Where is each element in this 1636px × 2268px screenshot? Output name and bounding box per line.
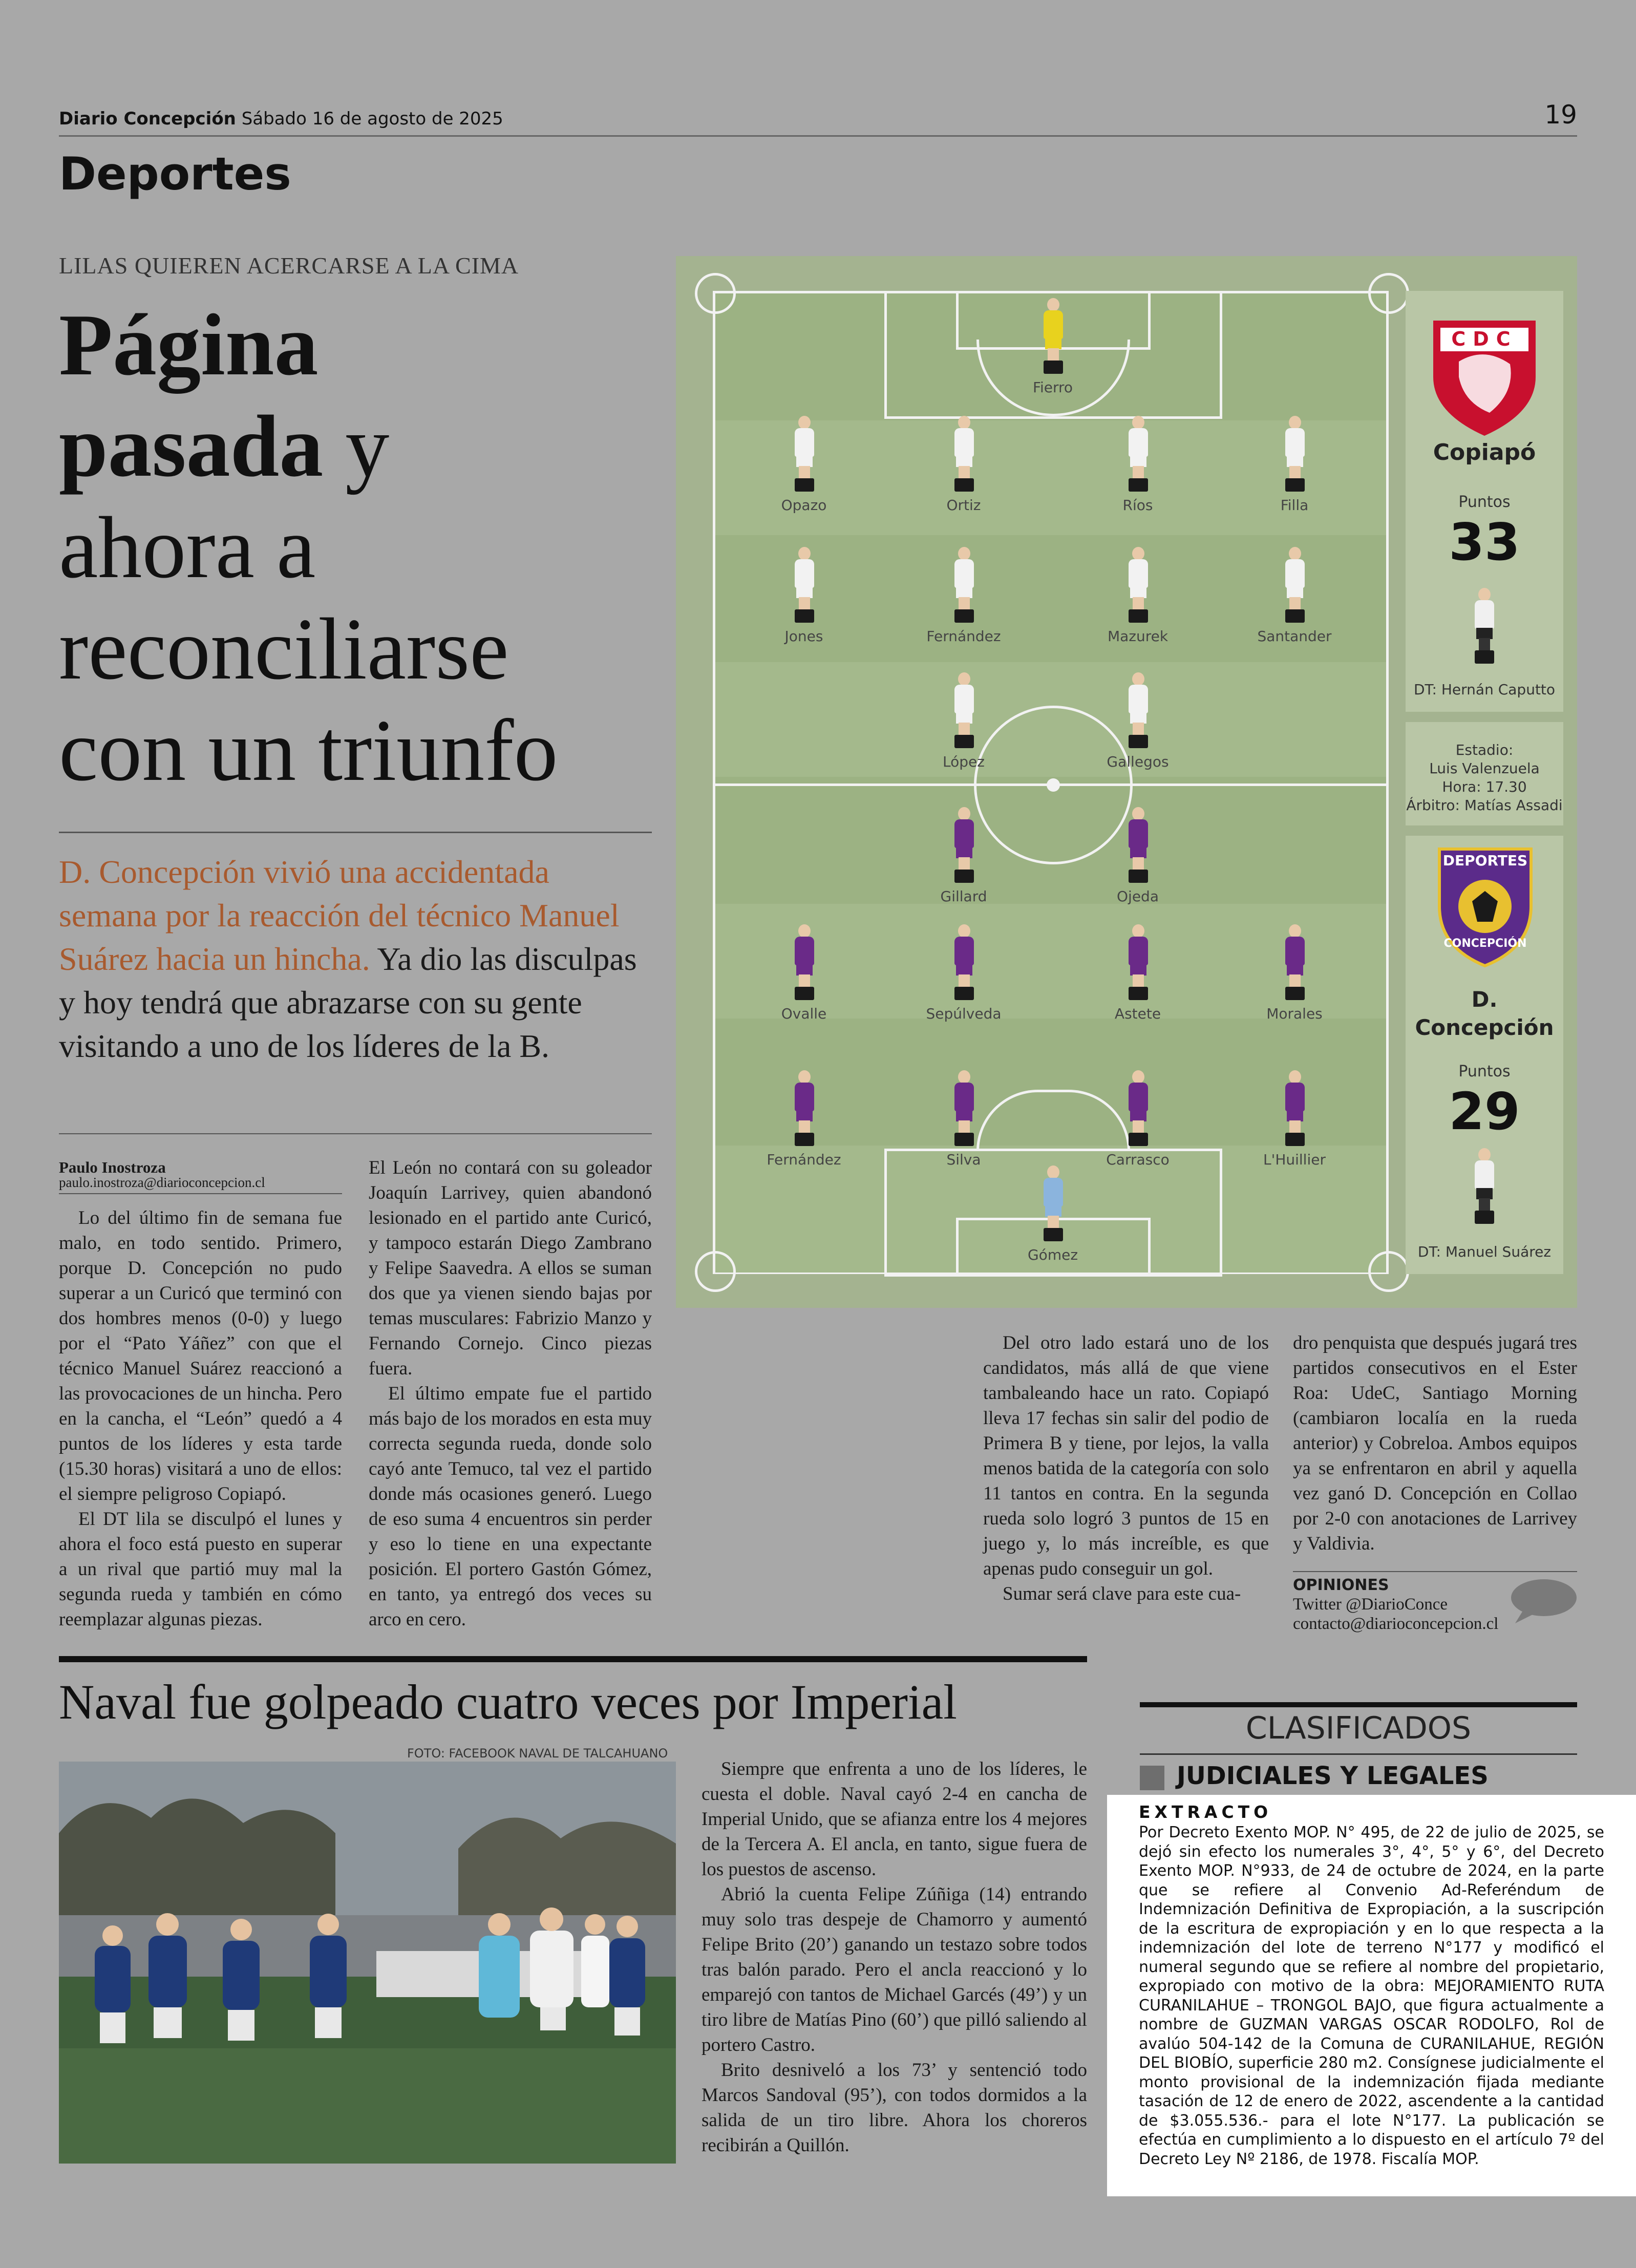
player-figure-icon [1129,1070,1148,1147]
away-team-name-2: Concepción [1415,1015,1554,1040]
player-name: Gallegos [1107,753,1169,770]
player-figure-icon [795,924,814,1001]
naval-top-rule [59,1656,1087,1662]
away-points-label: Puntos [1458,1063,1511,1080]
match-info-panel [1406,722,1563,825]
player-figure-icon [1129,547,1148,624]
section-square-icon [1140,1766,1164,1790]
col1-paragraph-1: Lo del último fin de semana fue malo, en todo sentido. Primero, porque D. Concepción no pudo superar a un Curicó que terminó con dos hombres menos (0-0) y luego por el “Pato Yáñez” con que el técnico Manuel Suárez reaccionó a las provocaciones de un hincha. Pero en la cancha, el “León” quedó a 4 puntos de los líderes y esta tarde (15.30 horas) visitará a uno de ellos: el siempre peligroso Copiapó. [59,1207,342,1504]
player-name: Astete [1114,1005,1161,1022]
player-figure-icon [1129,672,1148,749]
article-column-2 [369,1155,652,1632]
lead-rule [59,1133,652,1134]
classifieds-top-rule [1140,1702,1577,1707]
player-away [1107,924,1168,1022]
referee: Árbitro: Matías Assadi [1406,797,1563,814]
naval-paragraph-2: Abrió la cuenta Felipe Zúñiga (14) entrando muy solo tras despeje de Chamorro y aumentó Felipe Brito (20’) ganando un testazo sobre todos tras balón parado. Pero el ancla reaccionó y lo emparejó con tantos de Michael Garcés (49’) y un tiro libre de Matías Pino (60’) que pilló saliendo al portero Castro. [702,1884,1087,2055]
crest-bottom-text: CONCEPCIÓN [1443,937,1527,950]
player-name: López [943,753,985,770]
player-name: Fierro [1032,379,1073,396]
player-home [1107,416,1168,513]
player-away-gk [1022,1165,1083,1263]
lead-highlight: D. Concepción vivió una accidentada semana por la reacción del técnico Manuel Suárez hacia un hincha. [59,854,620,977]
away-points: 29 [1449,1082,1520,1141]
player-name: Fernández [767,1151,841,1168]
player-figure-icon [1129,416,1148,493]
home-coach-figure-icon [1475,588,1494,665]
away-coach: DT: Manuel Suárez [1417,1243,1552,1260]
home-team-panel [1406,291,1563,712]
photo-credit: FOTO: FACEBOOK NAVAL DE TALCAHUANO [407,1746,668,1761]
player-figure-icon [954,547,974,624]
player-home [1257,547,1332,645]
player-figure-icon [1285,924,1305,1001]
player-figure-icon [1129,807,1148,884]
player-name: Ojeda [1117,888,1159,905]
stadium-label: Estadio: [1455,741,1514,758]
player-home [773,416,835,513]
corner-arc [695,1251,736,1292]
player-name: Mazurek [1107,628,1168,645]
classifieds-section: JUDICIALES Y LEGALES [1177,1762,1489,1790]
player-name: Gillard [940,888,987,905]
player-away [773,924,835,1022]
player-away [1264,1070,1325,1168]
player-name: Ortiz [946,497,981,514]
section-title: Deportes [59,147,291,200]
player-home [1107,672,1168,770]
col2-paragraph-2: El último empate fue el partido más bajo de los morados en esta muy correcta segunda rueda, donde solo cayó ante Temuco, tal vez el partido donde más ocasiones generó. Luego de eso suma 4 encuentros sin perder y eso lo tiene en una expectante posición. El portero Gastón Gómez, en tanto, ya entregó dos veces su arco en cero. [369,1383,652,1630]
player-away [1107,807,1168,904]
player-home [1107,547,1168,644]
player-name: Gómez [1027,1246,1078,1263]
player-home [773,547,835,644]
naval-body [702,1756,1087,2158]
col3-paragraph-1: Del otro lado estará uno de los candidatos, más allá de que viene tambaleando hace un rato. Copiapó lleva 17 fechas sin salir del podio de Primera B y tiene, por lejos, la valla menos batida de la categoría con solo 11 tantos en contra. En la segunda rueda solo logró 3 puntos de 15 en juego y, lo más increíble, es que apenas pudo conseguir un gol. [983,1332,1269,1579]
center-spot [1047,778,1060,792]
home-team-name: Copiapó [1433,439,1536,465]
player-figure-icon [795,547,814,624]
extract-notice [1107,1795,1636,2196]
away-team-panel [1406,836,1563,1274]
player-figure-icon [954,1070,974,1147]
header-rule [59,135,1577,137]
home-points: 33 [1449,512,1520,572]
player-name: Ríos [1122,497,1153,514]
author-email: paulo.inostroza@diarioconcepcion.cl [59,1175,265,1190]
player-away [933,1070,994,1168]
away-coach-figure-icon [1475,1148,1494,1225]
player-name: Silva [946,1151,981,1168]
opinion-rule [1293,1571,1577,1572]
player-figure-icon [954,924,974,1001]
player-name: Filla [1280,497,1309,514]
away-team-name-1: D. [1471,987,1498,1012]
crest-letters: CDC [1451,328,1518,350]
corner-arc [695,273,736,314]
player-figure-icon [954,807,974,884]
headline-line-2 [59,396,663,497]
author-rule [59,1193,342,1194]
headline-rest-2: y [323,398,390,495]
headline [59,294,663,801]
kicker: LILAS QUIEREN ACERCARSE A LA CIMA [59,252,519,279]
player-figure-icon [954,672,974,749]
stadium-name: Luis Valenzuela [1429,760,1540,777]
player-name: Morales [1266,1005,1323,1022]
paper-name: Diario Concepción [59,109,236,129]
home-points-label: Puntos [1458,493,1511,511]
opinion-label: OPINIONES [1293,1576,1389,1594]
player-figure-icon [1044,298,1063,375]
headline-bold-word: pasada [59,398,324,495]
player-home [933,416,994,513]
player-figure-icon [1285,416,1305,493]
player-figure-icon [1044,1165,1063,1242]
naval-paragraph-3: Brito desniveló a los 73’ y sentenció todo Marcos Sandoval (95’), con todos dormidos a la salida de un tiro libre. Ahora los choreros recibirán a Quillón. [702,2060,1087,2156]
player-away [933,807,994,904]
crest-top-text: DEPORTES [1442,852,1528,869]
player-figure-icon [954,416,974,493]
player-name: Carrasco [1106,1151,1170,1168]
author-name: Paulo Inostroza [59,1158,166,1176]
article-column-1 [59,1205,342,1632]
article-column-4 [1293,1330,1577,1556]
extract-text: Por Decreto Exento MOP. N° 495, de 22 de julio de 2025, se dejó sin efecto los numerales 3°, 4°, 5° y 6°, del Decreto Exento MOP. N°933, de 24 de octubre de 2024, en la parte que se refiere al Convenio Ad-Referéndum de Indemnización Definitiva de Expropiación, a la suscripción de la escritura de expropiación y en lo que respecta a la indemnización del lote de terreno N°177 y modificó el numeral segundo que se refiere al nombre del propietario, expropiado con motivo de la obra: MEJORAMIENTO RUTA CURANILAHUE – TRONGOL BAJO, que figura actualmente a nombre de GUZMAN VARGAS OSCAR RODOLFO, Rol de avalúo 504-142 de la Comuna de CURANILAHUE, REGIÓN DEL BIOBÍO, superficie 280 m2. Consígnese judicialmente el monto provisional de la indemnización fijada mediante tasación de 12 de enero de 2022, ascendente a la cantidad de $3.055.536.- para el lote N°177. La publicación se efectúa en cumplimiento a lo dispuesto en el artículo 7º del Decreto Ley Nº 2186, de 1978. Fiscalía MOP. [1139,1824,1604,2168]
naval-match-photo [59,1762,676,2164]
player-away [1264,924,1325,1022]
home-coach: DT: Hernán Caputto [1413,681,1556,698]
player-away [767,1070,841,1168]
player-figure-icon [795,416,814,493]
player-name: Jones [784,628,823,645]
kickoff-time: Hora: 17.30 [1442,778,1527,795]
col3-paragraph-2: Sumar será clave para este cua- [1003,1583,1241,1604]
lead [59,850,653,1068]
col2-paragraph-1: El León no contará con su goleador Joaquín Larrivey, quien abandonó lesionado en el partido ante Curicó, y tampoco estarán Diego Zambrano y Felipe Saavedra. A ellos se suman dos que ya vienen siendo bajas por temas musculares: Fabrizio Manzo y Fernando Cornejo. Cinco piezas fuera. [369,1157,652,1379]
headline-line-4: reconciliarse [59,601,509,698]
headline-line-1: Página [59,296,318,394]
player-name: Fernández [926,628,1001,645]
player-name: Opazo [781,497,827,514]
player-name: Ovalle [781,1005,827,1022]
player-figure-icon [1285,547,1305,624]
player-away [1107,1070,1168,1168]
headline-line-5: con un triunfo [59,702,558,799]
opinion-email: contacto@diarioconcepcion.cl [1293,1615,1499,1633]
player-home [1264,416,1325,513]
masthead [59,109,503,129]
corner-arc [1368,273,1409,314]
player-home [933,672,994,770]
lead-rest: Ya dio las disculpas y hoy tendrá que abrazarse con su gente visitando a uno de los líderes de la B. [59,941,637,1064]
naval-paragraph-1: Siempre que enfrenta a uno de los líderes, le cuesta el doble. Naval cayó 2-4 en cancha de Imperial Unido, que se afianza entre los 4 mejores de la Tercera A. El ancla, en tanto, sigue fuera de los puestos de ascenso. [702,1758,1087,1880]
col1-paragraph-2: El DT lila se disculpó el lunes y ahora el foco está puesto en superar a un rival que partió muy mal la segunda rueda y también en cómo reemplazar algunas piezas. [59,1509,342,1630]
player-name: L'Huillier [1263,1151,1326,1168]
player-home [926,547,1001,645]
player-home-gk [1022,298,1083,395]
headline-rule [59,832,652,833]
classifieds-sub-rule [1140,1753,1577,1755]
opinion-twitter: Twitter @DiarioConce [1293,1595,1448,1614]
speech-bubble-icon [1508,1578,1577,1624]
article-column-3 [983,1330,1269,1606]
extract-label: EXTRACTO [1139,1802,1272,1822]
headline-line-3: ahora a [59,499,316,597]
corner-arc [1368,1251,1409,1292]
player-figure-icon [795,1070,814,1147]
naval-headline: Naval fue golpeado cuatro veces por Imperial [59,1674,957,1729]
col4-paragraph-1: dro penquista que después jugará tres partidos consecutivos en el Ester Roa: UdeC, Santiago Morning (cambiaron localía en la rueda anterior) y Cobreloa. Ambos equipos ya se enfrentaron en abril y aquella vez ganó D. Concepción en Collao por 2-0 con anotaciones de Larrivey y Valdivia. [1293,1332,1577,1554]
classifieds-title: CLASIFICADOS [1245,1710,1472,1746]
copiapo-crest-icon [1428,315,1541,438]
player-name: Sepúlveda [926,1005,1002,1022]
concepcion-crest-icon [1435,845,1535,968]
player-away [926,924,1002,1022]
page-number: 19 [1544,100,1577,130]
issue-date: Sábado 16 de agosto de 2025 [241,109,503,129]
player-name: Santander [1257,628,1332,645]
player-figure-icon [1129,924,1148,1001]
player-figure-icon [1285,1070,1305,1147]
